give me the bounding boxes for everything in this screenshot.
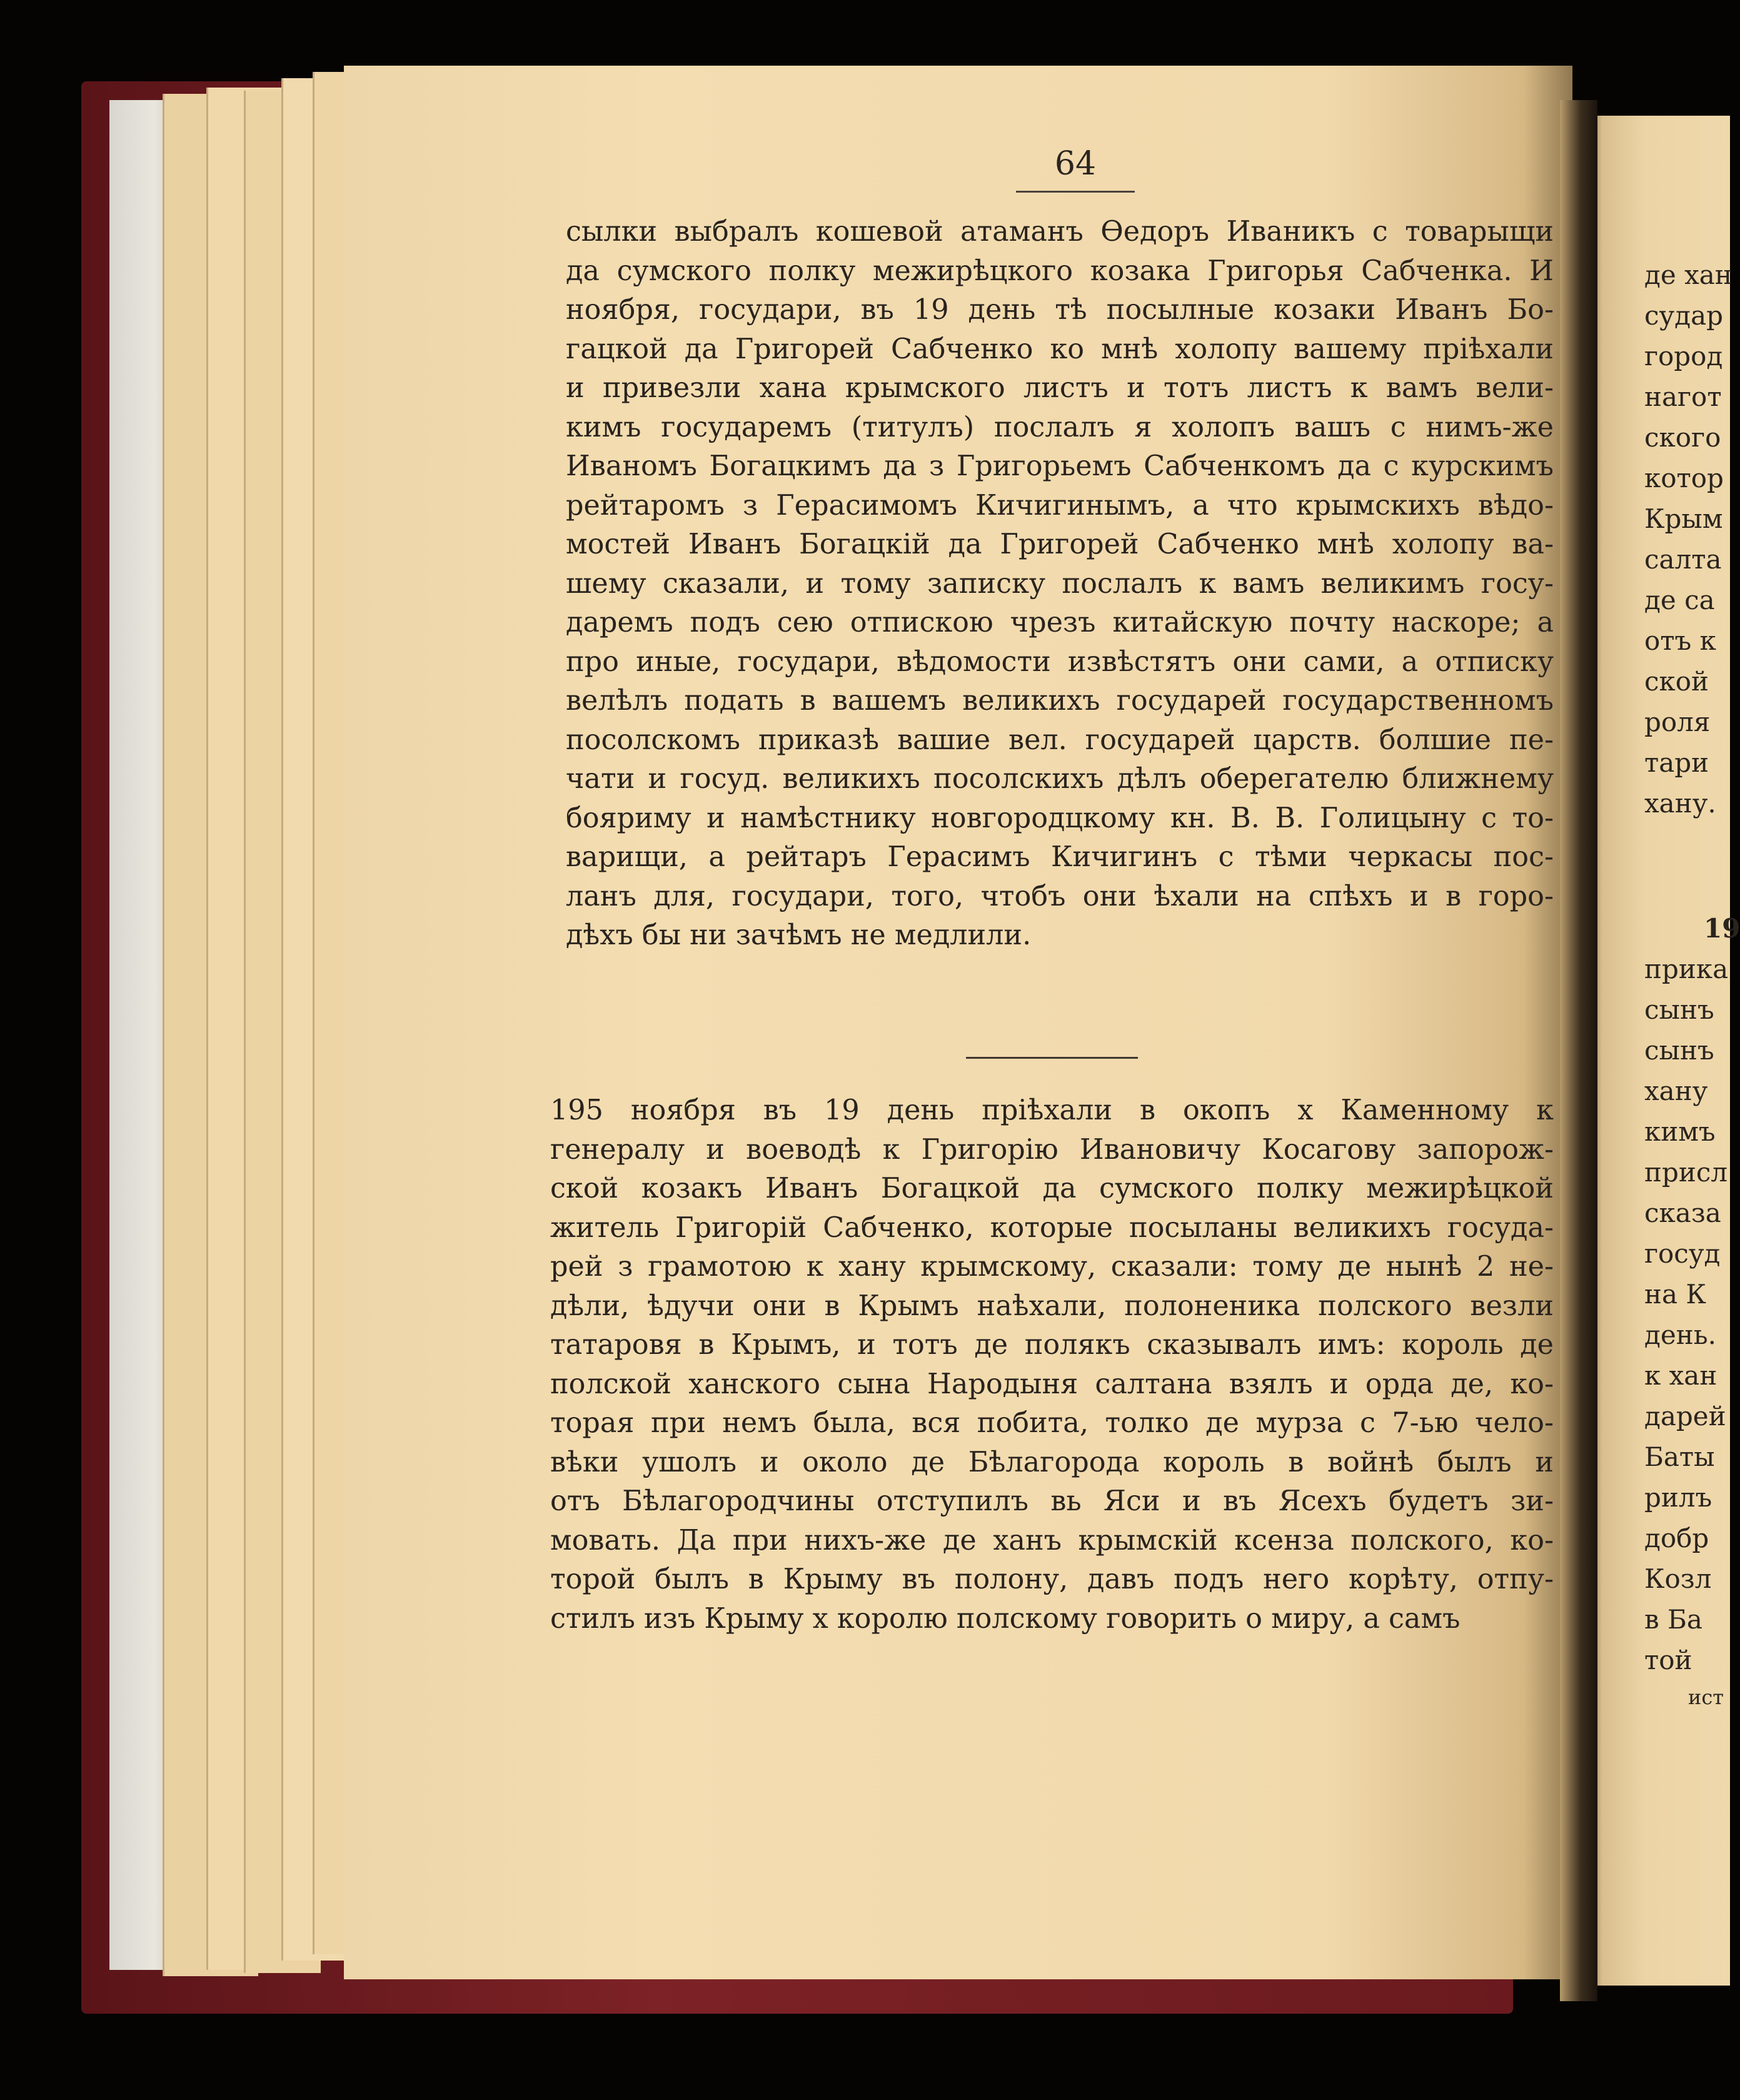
right-page-fragment: хану [1644, 1076, 1708, 1106]
right-page-fragment: салта [1644, 544, 1722, 575]
right-page-fragment: госуд [1644, 1238, 1721, 1269]
right-page-fragment: Козл [1644, 1563, 1712, 1594]
right-page-fragment: к хан [1644, 1360, 1717, 1391]
text-line: генералу и воеводѣ к Григорiю Ивановичу Косагову запорож- [550, 1133, 1554, 1166]
right-page-fragment: роля [1644, 707, 1711, 737]
right-page-fragment: де са [1644, 585, 1715, 615]
text-line: отъ Бѣлагородчины отступилъ вь Яси и въ Ясехъ будетъ зи- [550, 1485, 1554, 1517]
text-line: мовать. Да при нихъ-же де ханъ крымскiй ксенза полского, ко- [550, 1524, 1554, 1557]
right-page-fragment: присл [1644, 1157, 1728, 1188]
right-page-fragment: город [1644, 341, 1723, 371]
text-line: Иваномъ Богацкимъ да з Григорьемъ Сабченкомъ да с курскимъ [566, 450, 1554, 482]
text-line: сылки выбралъ кошевой атаманъ Ѳедоръ Иваникъ с товарыщи [566, 216, 1554, 248]
text-line: даремъ подъ сею отпискою чрезъ китайскую почту наскоре; а [566, 607, 1554, 639]
text-line: стилъ изъ Крыму х королю полскому говорить о миру, а самъ [550, 1602, 1461, 1635]
text-line: бояриму и намѣстнику новгородцкому кн. В. В. Голицыну с то- [566, 802, 1554, 834]
text-line: чати и госуд. великихъ посолскихъ дѣлъ оберегателю ближнему [566, 763, 1554, 795]
text-line: посолскомъ приказѣ вашие вел. государей царств. болшие пе- [566, 724, 1554, 756]
text-line: дѣли, ѣдучи они в Крымъ наѣхали, полоненика полского везли [550, 1290, 1554, 1322]
text-line: ноября, государи, въ 19 день тѣ посылные козаки Иванъ Бо- [566, 294, 1554, 326]
text-line: да сумского полку межирѣцкого козака Григорья Сабченка. И [566, 255, 1554, 287]
right-page-fragment: прика [1644, 954, 1729, 984]
right-page-fragment: в Ба [1644, 1604, 1702, 1635]
right-page-fragment: отъ к [1644, 625, 1716, 656]
right-page-fragment: кимъ [1644, 1116, 1716, 1147]
paragraph-2 [550, 1091, 1554, 1638]
page-number: 64 [1054, 145, 1097, 183]
text-line: татаровя в Крымъ, и тотъ де полякъ сказывалъ имъ: король де [550, 1329, 1554, 1361]
right-page-fragment: хану. [1644, 788, 1716, 819]
right-page-fragment: добр [1644, 1523, 1709, 1553]
right-page-fragment: Крым [1644, 503, 1723, 534]
text-line: торой былъ в Крыму въ полону, давъ подъ него корѣту, отпу- [550, 1563, 1554, 1595]
text-line: полской ханского сына Народыня салтана взялъ и орда де, ко- [550, 1368, 1554, 1400]
text-line: вѣки ушолъ и около де Бѣлагорода король в войнѣ былъ и [550, 1446, 1554, 1478]
right-page-fragment: котор [1644, 463, 1724, 493]
text-line: шему сказали, и тому записку послалъ к вамъ великимъ госу- [566, 567, 1554, 600]
section-separator [966, 1057, 1138, 1059]
right-page-fragment: на К [1644, 1279, 1706, 1310]
right-page-fragment: нагот [1644, 381, 1722, 412]
right-page-fragment: дарей [1644, 1401, 1726, 1431]
right-page-fragment: ской [1644, 666, 1709, 697]
right-page-fragment: сынъ [1644, 1035, 1714, 1066]
right-page-fragment: сказа [1644, 1198, 1721, 1228]
right-page-fragment: ского [1644, 422, 1721, 453]
text-line: рей з грамотою к хану крымскому, сказали: тому де нынѣ 2 не- [550, 1251, 1554, 1283]
paragraph-1 [566, 213, 1554, 956]
text-line: гацкой да Григорей Сабченко ко мнѣ холопу вашему прiѣхали [566, 333, 1554, 365]
text-line: кимъ государемъ (титулъ) послалъ я холопъ вашъ с нимъ-же [566, 411, 1554, 443]
right-page-fragment: рилъ [1644, 1482, 1712, 1513]
text-line: и привезли хана крымского листъ и тотъ листъ к вамъ вели- [566, 372, 1554, 404]
text-line: велѣлъ подать в вашемъ великихъ государей государственномъ [566, 685, 1554, 717]
text-line: ской козакъ Иванъ Богацкой да сумского полку межирѣцкой [550, 1173, 1554, 1204]
text-line: ланъ для, государи, того, чтобъ они ѣхали на спѣхъ и в горо- [566, 880, 1554, 912]
text-line: дѣхъ бы ни зачѣмъ не медлили. [566, 919, 1032, 951]
page-number-rule [1016, 191, 1135, 193]
right-page-fragment: сынъ [1644, 994, 1714, 1025]
text-line: 195 ноября въ 19 день прiѣхали в окопъ х Каменному к [550, 1094, 1554, 1126]
right-page-fragment: судар [1644, 300, 1724, 331]
right-page-fragment: 19 [1704, 913, 1740, 944]
right-page-fragment: ист [1688, 1685, 1724, 1709]
right-page-fragment: де хан [1644, 260, 1732, 290]
text-line: житель Григорiй Сабченко, которые посыланы великихъ госуда- [550, 1211, 1554, 1244]
right-page-fragment: той [1644, 1645, 1692, 1675]
text-line: рейтаромъ з Герасимомъ Кичигинымъ, а что крымскихъ вѣдо- [566, 489, 1554, 522]
right-page-fragment: Баты [1644, 1441, 1715, 1472]
text-line: варищи, а рейтаръ Герасимъ Кичигинъ с тѣми черкасы пос- [566, 841, 1554, 873]
right-page-fragment: тари [1644, 747, 1709, 778]
right-page-fragment: день. [1644, 1320, 1716, 1350]
text-line: торая при немъ была, вся побита, толко де мурза с 7-ью чело- [550, 1407, 1554, 1439]
book-gutter [1560, 100, 1597, 2001]
text-line: мостей Иванъ Богацкiй да Григорей Сабченко мнѣ холопу ва- [566, 528, 1554, 560]
text-line: про иные, государи, вѣдомости извѣстятъ они сами, а отписку [566, 645, 1554, 678]
